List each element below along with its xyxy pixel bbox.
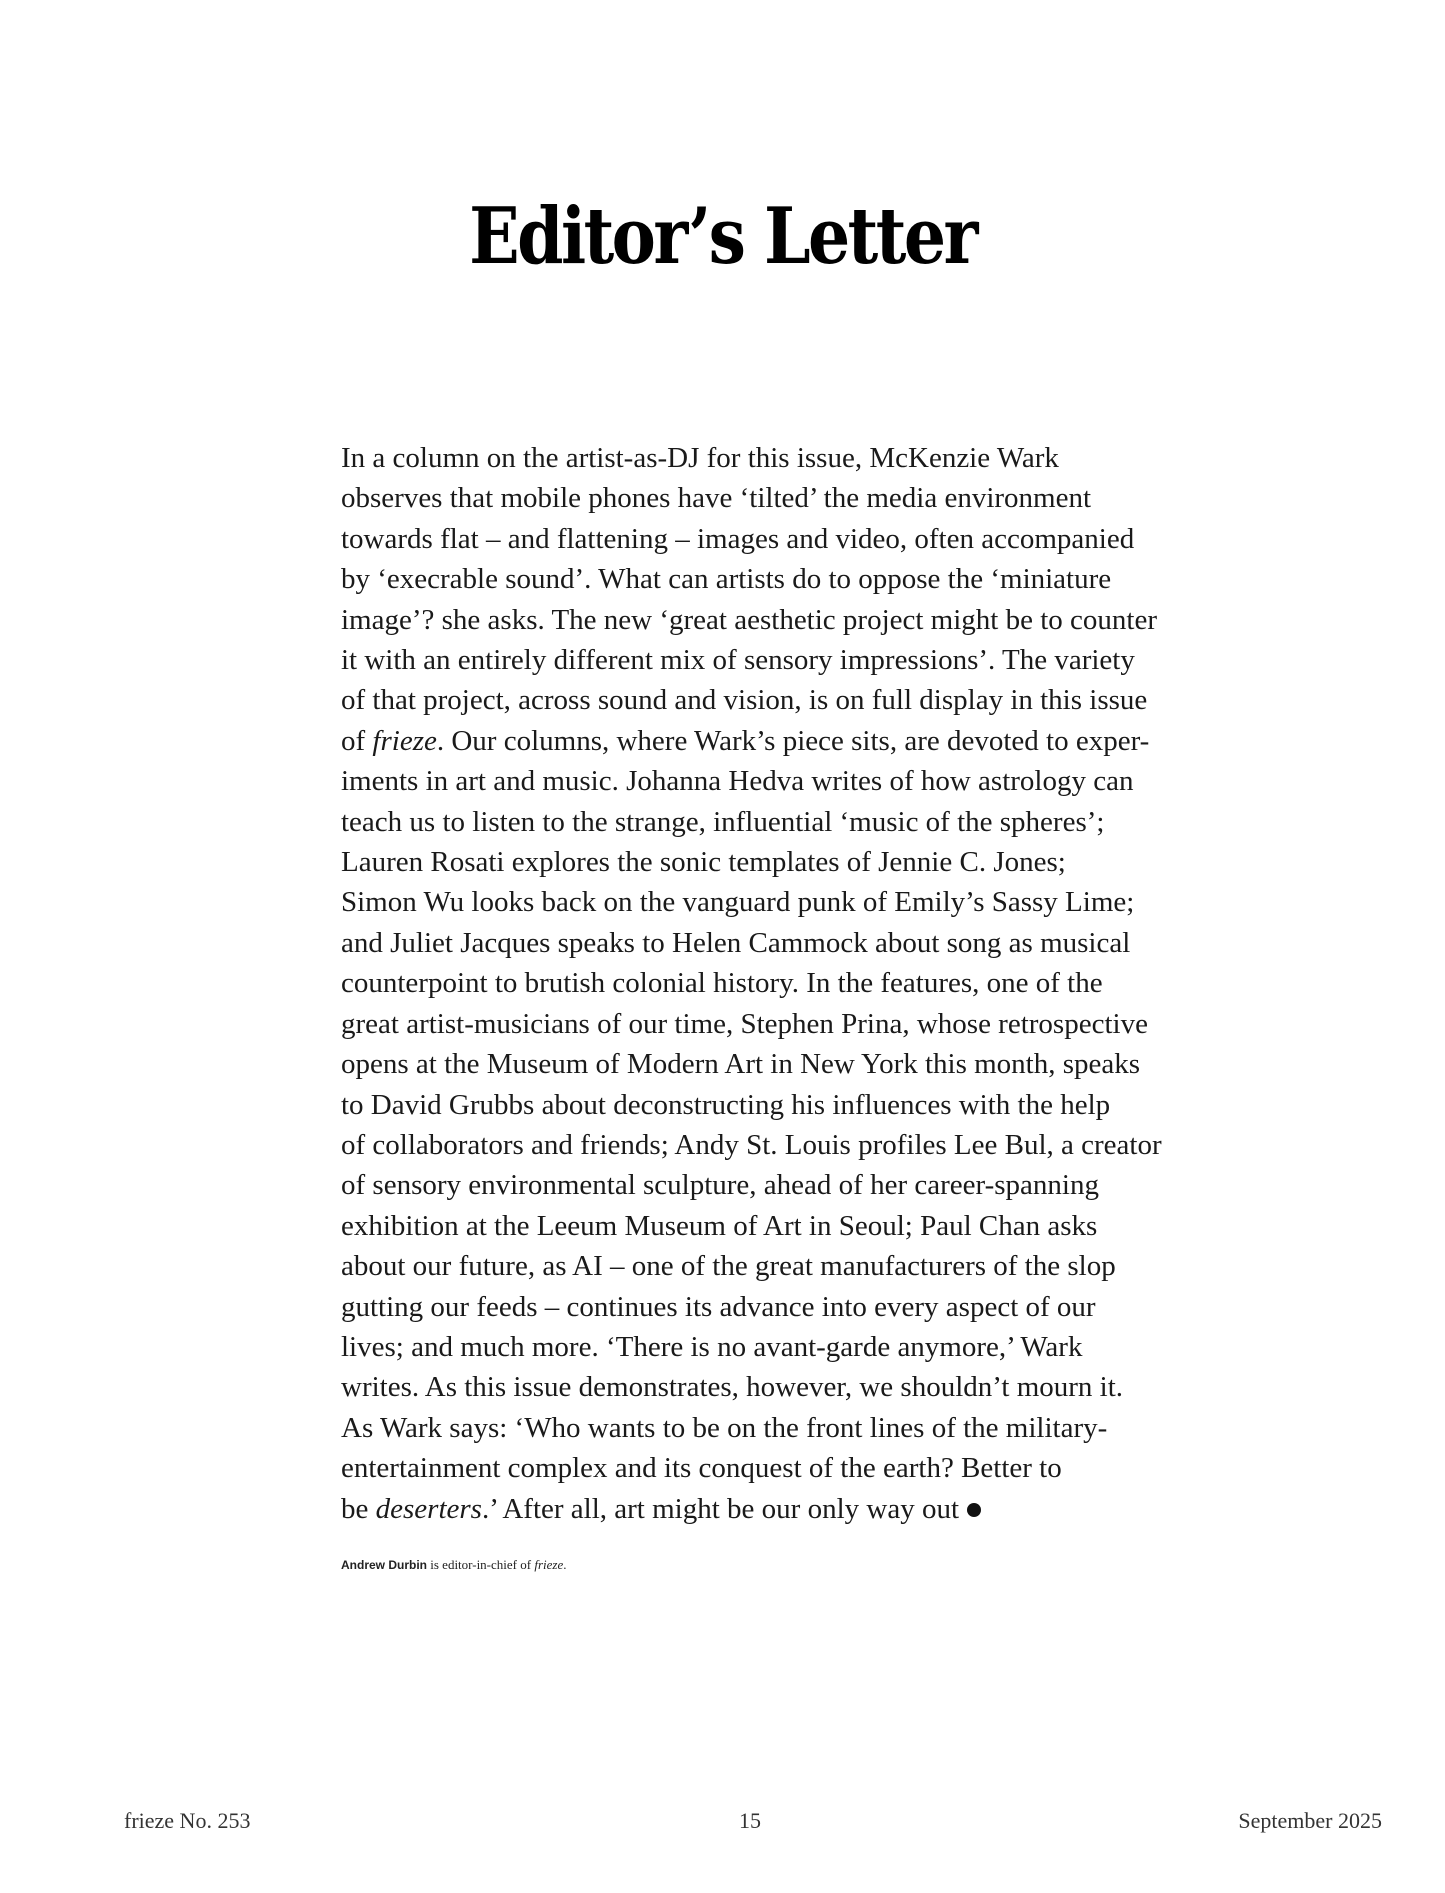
letter-line	[341, 1246, 1221, 1286]
letter-line-text: In a column on the artist-as-DJ for this issue, McKenzie Wark	[341, 442, 1059, 474]
letter-line	[341, 438, 1221, 478]
letter-line-text: exhibition at the Leeum Museum of Art in Seoul; Paul Chan asks	[341, 1209, 1098, 1242]
letter-line	[341, 600, 1221, 640]
letter-line-text: image’? she asks. The new ‘great aesthetic project might be to counter	[341, 603, 1157, 636]
letter-line	[341, 1327, 1221, 1367]
letter-line-text: counterpoint to brutish colonial history. In the features, one of the	[341, 967, 1103, 1000]
author-note-end: .	[563, 1557, 567, 1572]
letter-line-text: of	[341, 724, 373, 757]
letter-line	[341, 1044, 1221, 1084]
letter-line	[341, 559, 1221, 599]
letter-line-text: and Juliet Jacques speaks to Helen Cammock about song as musical	[341, 926, 1131, 959]
letter-line-text: . Our columns, where Wark’s piece sits, are devoted to exper-	[436, 724, 1150, 757]
letter-line	[341, 1448, 1221, 1488]
letter-line-text: entertainment complex and its conquest of the earth? Better to	[341, 1452, 1062, 1485]
end-mark-icon	[967, 1503, 981, 1517]
letter-line	[341, 1489, 1221, 1529]
footer-publication: frieze No. 253	[124, 1808, 251, 1833]
letter-line	[341, 478, 1221, 518]
letter-line-text: writes. As this issue demonstrates, however, we shouldn’t mourn it.	[341, 1371, 1124, 1404]
letter-line-text: lives; and much more. ‘There is no avant-garde anymore,’ Wark	[341, 1330, 1083, 1363]
letter-line-text: Simon Wu looks back on the vanguard punk of Emily’s Sassy Lime;	[341, 886, 1135, 919]
author-name: Andrew Durbin	[341, 1558, 427, 1572]
letter-line-text: of sensory environmental sculpture, ahead of her career-spanning	[341, 1169, 1099, 1202]
letter-line-text: of that project, across sound and vision, is on full display in this issue	[341, 684, 1148, 717]
letter-line	[341, 882, 1221, 922]
letter-line	[341, 923, 1221, 963]
italic-title: frieze	[372, 724, 437, 757]
author-publication: frieze	[534, 1557, 564, 1572]
letter-line-text: Lauren Rosati explores the sonic templates of Jennie C. Jones;	[341, 846, 1066, 879]
letter-line	[341, 802, 1221, 842]
letter-line-text: opens at the Museum of Modern Art in New York this month, speaks	[341, 1048, 1141, 1081]
letter-line-text: about our future, as AI – one of the great manufacturers of the slop	[341, 1250, 1116, 1283]
page-title: Editor’s Letter	[469, 191, 976, 282]
letter-line-text: great artist-musicians of our time, Stephen Prina, whose retrospective	[341, 1007, 1148, 1040]
letter-line	[341, 721, 1221, 761]
letter-line-text: of collaborators and friends; Andy St. Louis profiles Lee Bul, a creator	[341, 1128, 1162, 1161]
letter-line	[341, 519, 1221, 559]
author-role-text: is editor-in-chief of	[427, 1557, 535, 1572]
letter-line-text: be	[341, 1492, 376, 1525]
letter-line-text: it with an entirely different mix of sensory impressions’. The variety	[341, 644, 1135, 677]
letter-line	[341, 1165, 1221, 1205]
letter-line	[341, 963, 1221, 1003]
letter-line-text: As Wark says: ‘Who wants to be on the front lines of the military-	[341, 1411, 1108, 1444]
letter-line-text: by ‘execrable sound’. What can artists do to oppose the ‘miniature	[341, 563, 1112, 596]
letter-line	[341, 1004, 1221, 1044]
letter-line-text: iments in art and music. Johanna Hedva writes of how astrology can	[341, 765, 1134, 798]
letter-line	[341, 1408, 1221, 1448]
letter-line	[341, 1367, 1221, 1407]
letter-body	[341, 438, 1221, 1529]
letter-line	[341, 680, 1221, 720]
letter-line-text: .’ After all, art might be our only way out	[481, 1492, 959, 1525]
letter-line	[341, 640, 1221, 680]
letter-line-text: towards flat – and flattening – images and video, often accompanied	[341, 522, 1135, 555]
italic-title: deserters	[375, 1492, 482, 1525]
letter-line-text: to David Grubbs about deconstructing his influences with the help	[341, 1088, 1111, 1121]
letter-line	[341, 1125, 1221, 1165]
letter-line	[341, 761, 1221, 801]
letter-line	[341, 1085, 1221, 1125]
footer-date: September 2025	[1238, 1808, 1382, 1833]
letter-line-text: gutting our feeds – continues its advance into every aspect of our	[341, 1290, 1096, 1323]
footer-page-number: 15	[739, 1808, 761, 1833]
letter-line	[341, 1206, 1221, 1246]
letter-line-text: teach us to listen to the strange, influential ‘music of the spheres’;	[341, 805, 1105, 838]
letter-line-text: observes that mobile phones have ‘tilted’ the media environment	[341, 482, 1092, 515]
author-note	[341, 1557, 566, 1573]
letter-line	[341, 1287, 1221, 1327]
letter-line	[341, 842, 1221, 882]
